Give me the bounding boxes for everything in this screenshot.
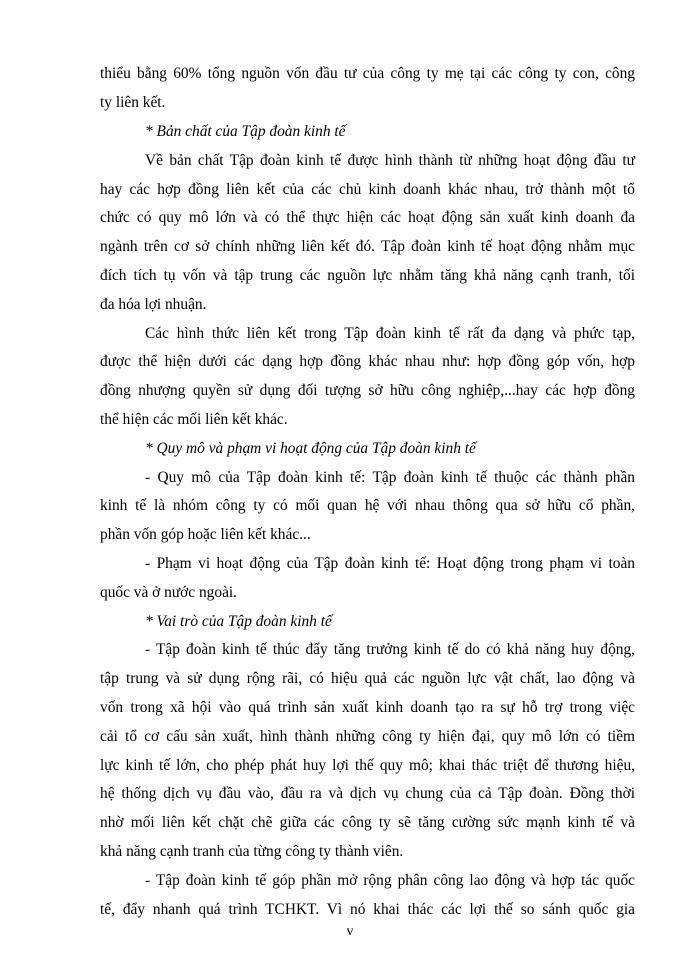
section-heading-role: * Vai trò của Tập đoàn kinh tế bbox=[145, 613, 332, 630]
text-line: hay các hợp đồng liên kết của các chủ kinh doanh khác nhau, trở thành một tổ bbox=[100, 181, 635, 198]
text-line: thể hiện các mối liên kết khác. bbox=[100, 411, 288, 428]
text-line: lực kinh tế lớn, cho phép phát huy lợi thế quy mô; khai thác triệt để thương hiệu, bbox=[100, 757, 635, 774]
text-line: ngành trên cơ sở chính những liên kết đó. Tập đoàn kinh tế hoạt động nhằm mục bbox=[100, 238, 635, 255]
text-line: đa hóa lợi nhuận. bbox=[100, 296, 207, 313]
section-heading-essence: * Bản chất của Tập đoàn kinh tế bbox=[145, 123, 346, 140]
text-line: Các hình thức liên kết trong Tập đoàn kinh tế rất đa dạng và phức tạp, bbox=[145, 325, 635, 342]
text-line: tập trung và sử dụng rộng rãi, có hiệu quả các nguồn lực vật chất, lao động và bbox=[100, 670, 635, 687]
text-line: tế, đẩy nhanh quá trình TCHKT. Vì nó khai thác các lợi thế so sánh quốc gia bbox=[100, 901, 635, 918]
text-line: đích tích tụ vốn và tập trung các nguồn lực nhằm tăng khả năng cạnh tranh, tối bbox=[100, 267, 635, 284]
text-line: kinh tế là nhóm công ty có mối quan hệ với nhau thông qua sở hữu cổ phần, bbox=[100, 497, 635, 514]
text-line: nhờ mối liên kết chặt chẽ giữa các công ty sẽ tăng cường sức mạnh kinh tế và bbox=[100, 814, 635, 831]
text-line: chức có quy mô lớn và có thể thực hiện các hoạt động sản xuất kinh doanh đa bbox=[100, 209, 635, 226]
text-line: đồng nhượng quyền sử dụng đối tượng sở hữu công nghiệp,...hay các hợp đồng bbox=[100, 382, 635, 399]
text-line: ty liên kết. bbox=[100, 94, 166, 111]
text-line: thiểu bằng 60% tổng nguồn vốn đầu tư của công ty mẹ tại các công ty con, công bbox=[100, 65, 635, 82]
text-line: - Tập đoàn kinh tế góp phần mở rộng phân công lao động và hợp tác quốc bbox=[145, 872, 635, 889]
text-line: cải tổ cơ cấu sản xuất, hình thành những công ty hiện đại, quy mô lớn có tiềm bbox=[100, 728, 635, 745]
text-line: phần vốn góp hoặc liên kết khác... bbox=[100, 526, 311, 543]
text-line: hệ thống dịch vụ đầu vào, đầu ra và dịch vụ chung của cả Tập đoàn. Đồng thời bbox=[100, 785, 635, 802]
text-line: - Tập đoàn kinh tế thúc đẩy tăng trưởng kinh tế do có khả năng huy động, bbox=[145, 641, 635, 658]
text-line: được thể hiện dưới các dạng hợp đồng khác nhau như: hợp đồng góp vốn, hợp bbox=[100, 353, 635, 370]
text-line: - Phạm vi hoạt động của Tập đoàn kinh tế: Hoạt động trong phạm vi toàn bbox=[145, 555, 635, 572]
section-heading-scale-scope: * Quy mô và phạm vi hoạt động của Tập đoàn kinh tế bbox=[145, 440, 476, 457]
page-number: v bbox=[346, 924, 354, 939]
text-line: vốn trong xã hội vào quá trình sản xuất kinh doanh tạo ra sự hỗ trợ trong việc bbox=[100, 699, 635, 716]
text-line: quốc và ở nước ngoài. bbox=[100, 584, 238, 601]
text-line: Về bản chất Tập đoàn kinh tế được hình thành từ những hoạt động đầu tư bbox=[145, 152, 635, 169]
text-line: - Quy mô của Tập đoàn kinh tế: Tập đoàn kinh tế thuộc các thành phần bbox=[145, 469, 635, 486]
text-line: khả năng cạnh tranh của từng công ty thành viên. bbox=[100, 843, 404, 860]
